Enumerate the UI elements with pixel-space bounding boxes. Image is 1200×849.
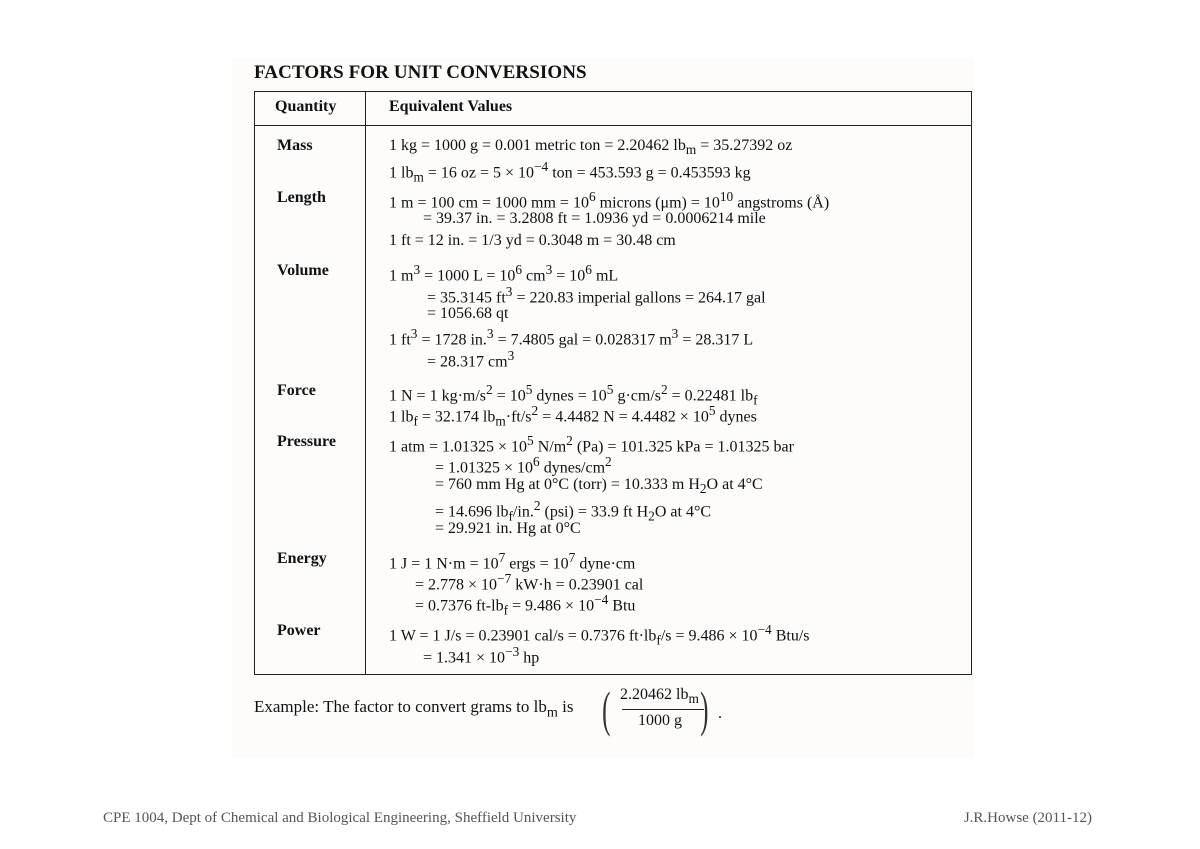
volume-line: 1 $ft^3 = 1728$ in.$^3$ = 7.4805 gal = 0.028317 $m^3 = 28.317$ L xyxy=(389,326,754,349)
power-line: 1 W = 1 J/s = 0.23901 cal/s = 0.7376 $ft\cdot lb_f/s = 9.486 \times 10^{-4}$ Btu/s xyxy=(389,622,810,648)
row-label-force: Force xyxy=(277,382,316,399)
footer-author: J.R.Howse (2011-12) xyxy=(963,810,1092,826)
row-label-mass: Mass xyxy=(277,137,313,154)
left-paren: ( xyxy=(602,681,611,737)
fraction-numerator: 2.20462 $lb_m$ xyxy=(620,686,699,707)
header-divider xyxy=(255,125,971,126)
force-line: 1 $lb_f = 32.174$ $lb_m\cdot ft/s^2 = 4.4482$ $N = 4.4482 \times 10^5$ dynes xyxy=(389,403,757,429)
row-label-length: Length xyxy=(277,189,326,206)
pressure-line: = 14.696 $lb_f/in.^2$ (psi) = 33.9 ft $H_2O$ at 4°C xyxy=(435,498,712,524)
mass-line: 1 kg = 1000 g = 0.001 metric ton = 2.20462 $lb_m = 35.27392$ oz xyxy=(389,137,793,158)
header-quantity: Quantity xyxy=(275,98,337,115)
pressure-line: = $1.01325 \times 10^6$ dynes/$cm^2$ xyxy=(435,454,612,477)
pressure-line: 1 atm = $1.01325 \times 10^5$ $N/m^2$ (Pa) = 101.325 kPa = 1.01325 bar xyxy=(389,433,794,456)
row-label-power: Power xyxy=(277,622,321,639)
force-line: 1 N = 1 $kg\cdot m/s^2 = 10^5$ dynes = $10^5$ $g\cdot cm/s^2 = 0.22481$ $lb_f$ xyxy=(389,382,758,408)
right-paren: ) xyxy=(700,681,709,737)
length-line: 1 ft = 12 in. = 1/3 yd = 0.3048 m = 30.48 cm xyxy=(389,232,676,249)
example-text: Example: The factor to convert grams to $lb_m$ is xyxy=(254,697,574,721)
volume-line: = 28.317 $cm^3$ xyxy=(427,348,515,371)
volume-line: 1 $m^3 = 1000$ $L = 10^6$ $cm^3 = 10^6$ mL xyxy=(389,262,619,285)
energy-line: 1 J = 1 $N\cdot m = 10^7$ ergs = $10^7$ dyne·cm xyxy=(389,550,636,573)
power-line: = $1.341 \times 10^{-3}$ hp xyxy=(423,644,540,667)
volume-line: = 1056.68 qt xyxy=(427,305,509,322)
volume-line: = 35.3145 $ft^3 = 220.83$ imperial gallons = 264.17 gal xyxy=(427,284,766,307)
page-title: FACTORS FOR UNIT CONVERSIONS xyxy=(254,62,587,83)
header-equivalent-values: Equivalent Values xyxy=(389,98,513,115)
example-period: . xyxy=(718,705,722,722)
fraction-bar xyxy=(622,709,704,710)
conversion-table xyxy=(254,91,972,675)
mass-line: 1 $lb_m = 16$ oz = $5 \times 10^{-4}$ ton = 453.593 g = 0.453593 kg xyxy=(389,159,751,185)
length-line: = 39.37 in. = 3.2808 ft = 1.0936 yd = 0.0006214 mile xyxy=(423,210,766,227)
energy-line: = 0.7376 $ft-lb_f = 9.486 \times 10^{-4}$ Btu xyxy=(415,592,636,618)
pressure-line: = 29.921 in. Hg at 0°C xyxy=(435,520,581,537)
row-label-energy: Energy xyxy=(277,550,327,567)
row-label-volume: Volume xyxy=(277,262,329,279)
footer-course: CPE 1004, Dept of Chemical and Biological Engineering, Sheffield University xyxy=(103,810,577,826)
length-line: 1 m = 100 cm = 1000 mm = $10^6$ microns $(\mu m) = 10^{10}$ angstroms (Å) xyxy=(389,189,830,212)
energy-line: = $2.778 \times 10^{-7}$ kW·h = 0.23901 cal xyxy=(415,571,644,594)
row-label-pressure: Pressure xyxy=(277,433,336,450)
column-divider xyxy=(365,92,366,674)
conversion-fraction xyxy=(602,681,718,737)
pressure-line: = 760 mm Hg at 0°C (torr) = 10.333 m $H_2O$ at 4°C xyxy=(435,476,763,497)
fraction-denominator: 1000 g xyxy=(638,712,682,729)
